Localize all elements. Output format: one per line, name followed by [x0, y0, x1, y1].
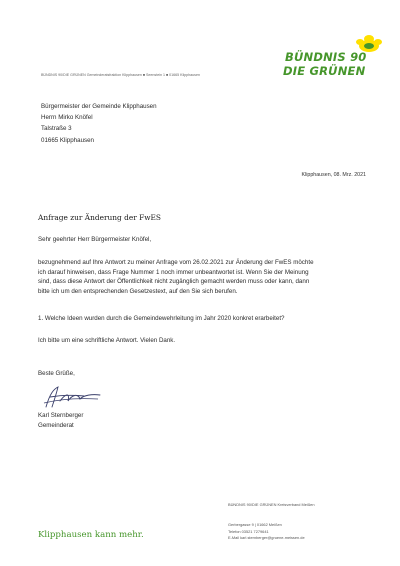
logo-line-2: DIE GRÜNEN	[283, 64, 366, 78]
party-logo	[283, 34, 391, 82]
closing-line: Ich bitte um eine schriftliche Antwort. Vielen Dank.	[38, 337, 176, 344]
salutation: Sehr geehrter Herr Bürgermeister Knöfel,	[38, 236, 152, 243]
footer-street: Gerbergasse 9 | 01662 Meißen	[228, 521, 282, 527]
letter-subject: Anfrage zur Änderung der FwES	[38, 213, 161, 222]
recipient-line: Bürgermeister der Gemeinde Klipphausen	[41, 103, 157, 110]
recipient-line: 01665 Klipphausen	[41, 136, 94, 144]
footer-slogan: Klipphausen kann mehr.	[38, 530, 144, 540]
sender-line: BÜNDNIS 90/DIE GRÜNEN Gemeinderatsfraktion Klipphausen ■ Seenstein 1 ■ 01665 Klipphausen	[41, 73, 200, 77]
body-paragraph: bezugnehmend auf Ihre Antwort zu meiner Anfrage vom 26.02.2021 zur Änderung der FwES möchte ich darauf hinweisen, dass Frage Nummer 1 noch immer unbeantwortet ist. Wenn Sie der Meinung sind, dass diese Antwort der Öffentlichkeit nicht zugänglich gemacht werden muss oder kann, dann bitte ich um den entsprechenden Gesetzestext, auf den Sie sich berufen.	[38, 259, 314, 296]
recipient-line: Herrn Mirko Knöfel	[41, 114, 93, 122]
logo-line-1: BÜNDNIS 90	[285, 50, 367, 64]
signer-name: Karl Sternberger	[38, 412, 84, 419]
letter-date: Klipphausen, 08. Mrz. 2021	[301, 172, 366, 178]
footer-email: E-Mail karl.sternberger@gruene-meissen.de	[228, 535, 305, 541]
regards: Beste Grüße,	[38, 370, 75, 377]
footer-phone: Telefon 03521 7279641	[228, 528, 269, 534]
handwritten-signature	[40, 383, 110, 411]
recipient-address	[41, 101, 157, 146]
footer-contact	[228, 502, 315, 542]
footer-org: BÜNDNIS 90/DIE GRÜNEN Kreisverband Meißen	[228, 502, 315, 507]
question-text: 1. Welche Ideen wurden durch die Gemeindewehrleitung im Jahr 2020 konkret erarbeitet?	[38, 315, 285, 322]
signer-title: Gemeinderat	[38, 422, 74, 429]
signer-block	[38, 411, 83, 431]
recipient-line: Talstraße 3	[41, 125, 72, 133]
